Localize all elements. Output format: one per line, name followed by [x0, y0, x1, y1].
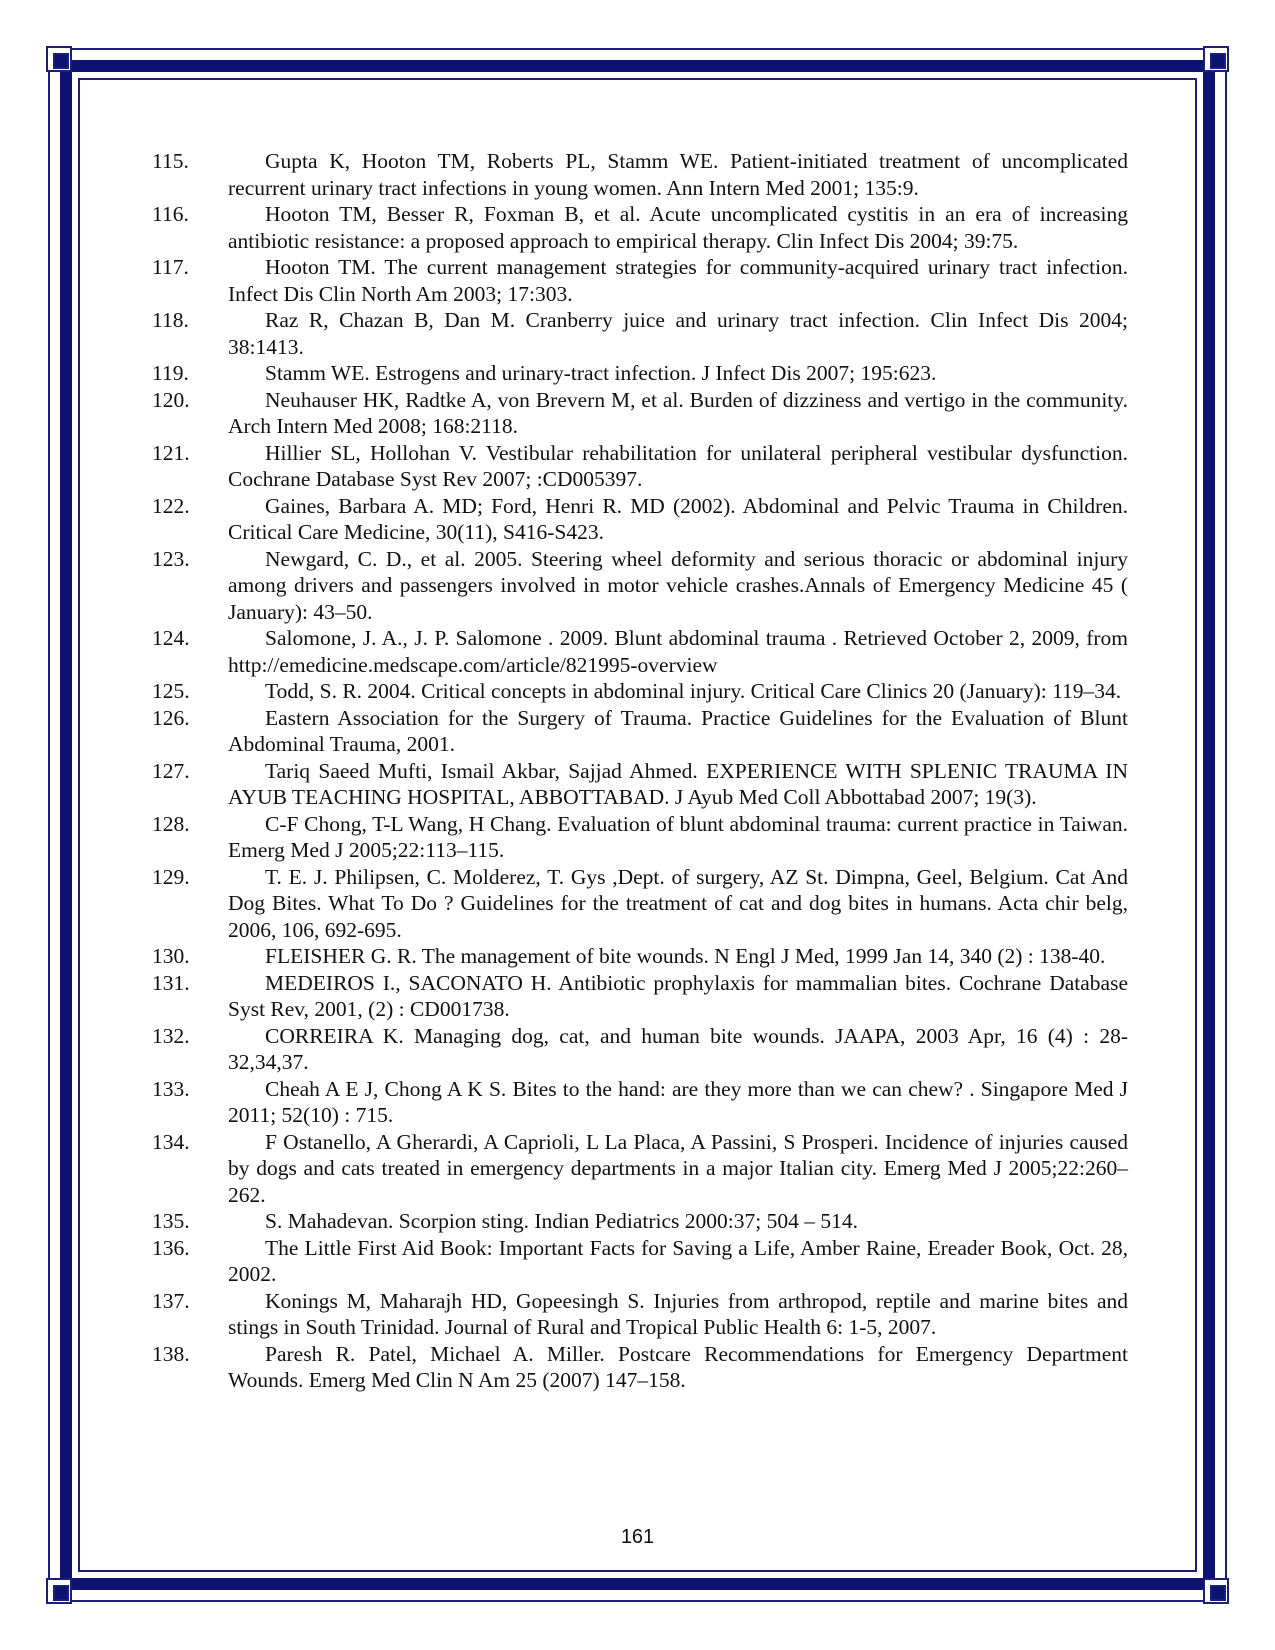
reference-number: 131.: [152, 970, 190, 995]
reference-text: Konings M, Maharajh HD, Gopeesingh S. Injuries from arthropod, reptile and marine bites and stings in South Trinidad. Journal of Rural and Tropical Public Health 6: 1-5, 2007.: [228, 1288, 1128, 1339]
reference-text: MEDEIROS I., SACONATO H. Antibiotic prophylaxis for mammalian bites. Cochrane Database Syst Rev, 2001, (2) : CD001738.: [228, 970, 1128, 1021]
reference-text: F Ostanello, A Gherardi, A Caprioli, L La Placa, A Passini, S Prosperi. Incidence of injuries caused by dogs and cats treated in emergency departments in a major Italian city. Emerg Med J 2005;22:260–262.: [228, 1129, 1128, 1207]
reference-item: [152, 705, 1128, 758]
reference-item: [152, 678, 1128, 705]
reference-list: [152, 148, 1128, 1394]
reference-text: Salomone, J. A., J. P. Salomone . 2009. Blunt abdominal trauma . Retrieved October 2, 2009, from http://emedicine.medscape.com/article/821995-overview: [228, 626, 1128, 677]
reference-item: [152, 201, 1128, 254]
reference-number: 122.: [152, 493, 190, 518]
reference-number: 132.: [152, 1023, 190, 1048]
reference-number: 123.: [152, 546, 190, 571]
reference-item: [152, 1235, 1128, 1288]
reference-item: [152, 307, 1128, 360]
reference-number: 117.: [152, 255, 189, 279]
reference-item: [152, 546, 1128, 626]
reference-text: Hooton TM. The current management strategies for community-acquired urinary tract infection. Infect Dis Clin North Am 2003; 17:303.: [228, 255, 1128, 306]
reference-number: 115.: [152, 149, 189, 173]
reference-text: Stamm WE. Estrogens and urinary-tract infection. J Infect Dis 2007; 195:623.: [265, 361, 937, 385]
reference-number: 119.: [152, 361, 189, 385]
reference-number: 137.: [152, 1288, 190, 1313]
reference-number: 130.: [152, 944, 190, 968]
reference-number: 135.: [152, 1209, 190, 1233]
reference-text: Hooton TM, Besser R, Foxman B, et al. Acute uncomplicated cystitis in an era of increasing antibiotic resistance: a proposed approach to empirical therapy. Clin Infect Dis 2004; 39:75.: [228, 202, 1128, 253]
reference-number: 120.: [152, 387, 190, 412]
reference-item: [152, 625, 1128, 678]
reference-item: [152, 1341, 1128, 1394]
reference-text: FLEISHER G. R. The management of bite wounds. N Engl J Med, 1999 Jan 14, 340 (2) : 138-40.: [265, 944, 1106, 968]
reference-text: Paresh R. Patel, Michael A. Miller. Postcare Recommendations for Emergency Department Wounds. Emerg Med Clin N Am 25 (2007) 147–158.: [228, 1341, 1128, 1392]
reference-item: [152, 1129, 1128, 1209]
reference-number: 126.: [152, 705, 190, 730]
reference-text: Todd, S. R. 2004. Critical concepts in abdominal injury. Critical Care Clinics 20 (January): 119–34.: [265, 679, 1122, 703]
reference-item: [152, 254, 1128, 307]
reference-number: 124.: [152, 626, 190, 650]
reference-text: Cheah A E J, Chong A K S. Bites to the hand: are they more than we can chew? . Singapore Med J 2011; 52(10) : 715.: [228, 1076, 1128, 1127]
reference-item: [152, 440, 1128, 493]
reference-text: Neuhauser HK, Radtke A, von Brevern M, et al. Burden of dizziness and vertigo in the community. Arch Intern Med 2008; 168:2118.: [228, 387, 1128, 438]
reference-number: 134.: [152, 1129, 190, 1154]
reference-item: [152, 1208, 1128, 1235]
reference-number: 127.: [152, 758, 190, 783]
reference-number: 136.: [152, 1235, 190, 1260]
reference-number: 138.: [152, 1341, 190, 1366]
reference-text: Raz R, Chazan B, Dan M. Cranberry juice and urinary tract infection. Clin Infect Dis 2004; 38:1413.: [228, 308, 1128, 359]
reference-item: [152, 943, 1128, 970]
reference-item: [152, 1076, 1128, 1129]
reference-number: 133.: [152, 1076, 190, 1101]
reference-number: 116.: [152, 202, 189, 226]
reference-number: 118.: [152, 308, 189, 332]
reference-text: Gaines, Barbara A. MD; Ford, Henri R. MD (2002). Abdominal and Pelvic Trauma in Children. Critical Care Medicine, 30(11), S416-S423.: [228, 493, 1128, 544]
corner-ornament-bottom-right: [1203, 1578, 1229, 1604]
reference-item: [152, 758, 1128, 811]
reference-text: Gupta K, Hooton TM, Roberts PL, Stamm WE. Patient-initiated treatment of uncomplicated recurrent urinary tract infections in young women. Ann Intern Med 2001; 135:9.: [228, 149, 1128, 200]
corner-ornament-top-right: [1203, 46, 1229, 72]
reference-item: [152, 360, 1128, 387]
reference-item: [152, 1288, 1128, 1341]
corner-ornament-bottom-left: [46, 1578, 72, 1604]
reference-text: Eastern Association for the Surgery of Trauma. Practice Guidelines for the Evaluation of Blunt Abdominal Trauma, 2001.: [228, 705, 1128, 756]
reference-text: Tariq Saeed Mufti, Ismail Akbar, Sajjad Ahmed. EXPERIENCE WITH SPLENIC TRAUMA IN AYUB TEACHING HOSPITAL, ABBOTTABAD. J Ayub Med Coll Abbottabad 2007; 19(3).: [228, 758, 1128, 809]
reference-item: [152, 148, 1128, 201]
reference-item: [152, 1023, 1128, 1076]
reference-item: [152, 387, 1128, 440]
reference-item: [152, 811, 1128, 864]
page-number: 161: [620, 1526, 655, 1548]
reference-item: [152, 864, 1128, 944]
reference-number: 129.: [152, 864, 190, 889]
reference-number: 128.: [152, 811, 190, 836]
reference-text: S. Mahadevan. Scorpion sting. Indian Pediatrics 2000:37; 504 – 514.: [265, 1209, 858, 1233]
reference-text: T. E. J. Philipsen, C. Molderez, T. Gys ,Dept. of surgery, AZ St. Dimpna, Geel, Belgium. Cat And Dog Bites. What To Do ? Guidelines for the treatment of cat and dog bites in humans. Acta chir belg, 2006, 106, 692-695.: [228, 864, 1128, 942]
reference-number: 121.: [152, 440, 190, 465]
corner-ornament-top-left: [46, 46, 72, 72]
reference-text: C-F Chong, T-L Wang, H Chang. Evaluation of blunt abdominal trauma: current practice in Taiwan. Emerg Med J 2005;22:113–115.: [228, 811, 1128, 862]
reference-text: The Little First Aid Book: Important Facts for Saving a Life, Amber Raine, Ereader Book, Oct. 28, 2002.: [228, 1235, 1128, 1286]
reference-text: Newgard, C. D., et al. 2005. Steering wheel deformity and serious thoracic or abdominal injury among drivers and passengers involved in motor vehicle crashes.Annals of Emergency Medicine 45 ( January): 43–50.: [228, 546, 1128, 624]
reference-number: 125.: [152, 679, 190, 703]
reference-item: [152, 970, 1128, 1023]
reference-text: Hillier SL, Hollohan V. Vestibular rehabilitation for unilateral peripheral vestibular dysfunction. Cochrane Database Syst Rev 2007; :CD005397.: [228, 440, 1128, 491]
reference-text: CORREIRA K. Managing dog, cat, and human bite wounds. JAAPA, 2003 Apr, 16 (4) : 28-32,34,37.: [228, 1023, 1128, 1074]
reference-item: [152, 493, 1128, 546]
